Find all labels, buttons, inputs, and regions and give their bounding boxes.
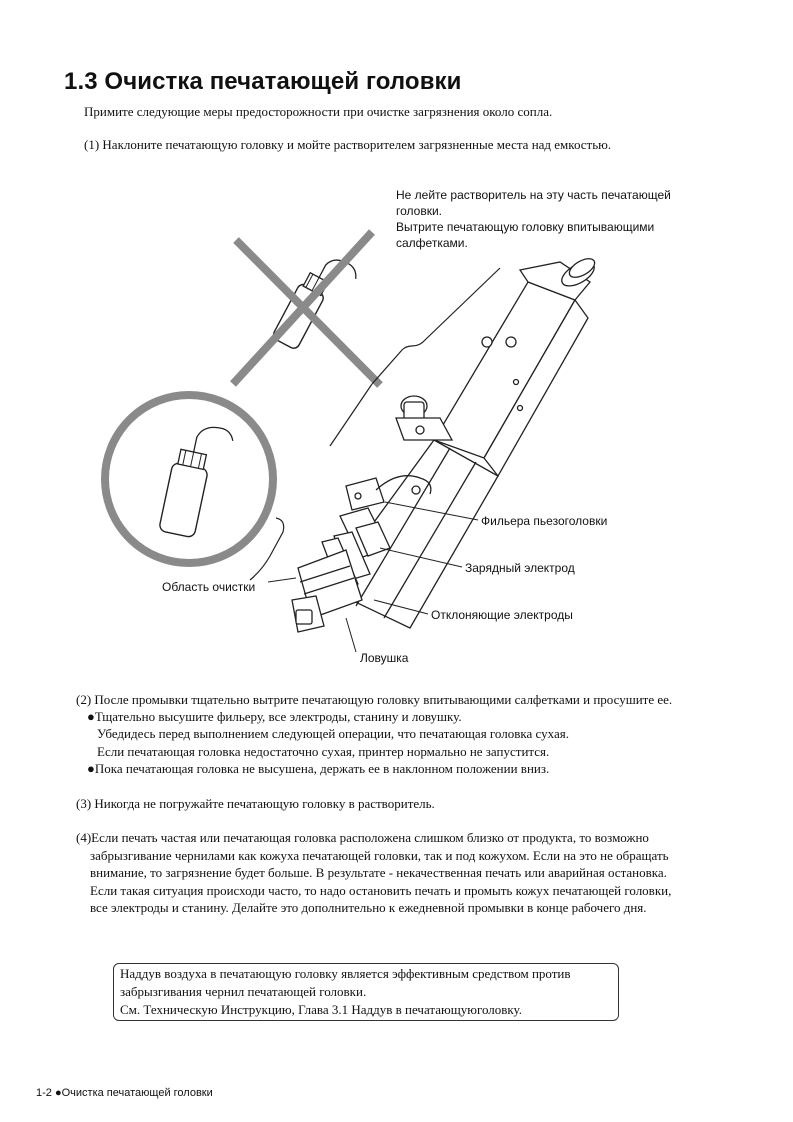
label-deflection-electrodes: Отклоняющие электроды (431, 608, 573, 622)
label-gutter: Ловушка (360, 651, 409, 665)
warning-line-1: Не лейте растворитель на эту часть печатающей (396, 188, 671, 202)
page-title: 1.3 Очистка печатающей головки (64, 68, 462, 95)
step-4-line-4: Если такая ситуация происходи часто, то надо остановить печать и промыть кожух печатающей головки, (90, 883, 672, 898)
label-charge-electrode: Зарядный электрод (465, 561, 575, 575)
step-3: (3) Никогда не погружайте печатающую головку в растворитель. (76, 796, 435, 811)
note-line-3: См. Техническую Инструкцию, Глава 3.1 Наддув в печатающуюголовку. (120, 1002, 522, 1017)
step-2: (2) После промывки тщательно вытрите печатающую головку впитывающими салфетками и просушите ее. (76, 692, 673, 707)
page-footer: 1-2 ●Очистка печатающей головки (36, 1087, 213, 1099)
warning-line-4: салфетками. (396, 236, 468, 250)
step-1: (1) Наклоните печатающую головку и мойте растворителем загрязненные места над емкостью. (84, 137, 612, 152)
step-2-line-2: Убедидесь перед выполнением следующей операции, что печатающая головка сухая. (97, 726, 569, 741)
note-line-1: Наддув воздуха в печатающую головку является эффективным средством против (120, 966, 571, 981)
step-2-bullet-1: ●Тщательно высушите фильеру, все электроды, станину и ловушку. (87, 709, 462, 724)
step-4-line-3: внимание, то загрязнение будет больше. В результате - некачественная печать или аварийная остановка. (90, 865, 667, 880)
step-4-line-2: забрызгивание чернилами как кожуха печатающей головки, так и под кожухом. Если на это не обращать (90, 848, 669, 863)
step-4-line-5: все электроды и станину. Делайте это дополнительно к ежедневной промывки в конце рабочего дня. (90, 900, 647, 915)
step-4-line-1: (4)Если печать частая или печатающая головка расположена слишком близко от продукта, то возможно (76, 830, 649, 845)
step-2-bullet-2: ●Пока печатающая головка не высушена, держать ее в наклонном положении вниз. (87, 761, 550, 776)
warning-line-2: головки. (396, 204, 442, 218)
cross-icon (233, 232, 380, 385)
label-nozzle: Фильера пьезоголовки (481, 514, 608, 528)
warning-line-3: Вытрите печатающую головку впитывающими (396, 220, 655, 234)
step-2-line-3: Если печатающая головка недостаточно сухая, принтер нормально не запустится. (97, 744, 550, 759)
label-cleaning-area: Область очистки (162, 580, 256, 594)
note-box (113, 963, 619, 1021)
intro-text: Примите следующие меры предосторожности при очистке загрязнения около сопла. (84, 104, 553, 119)
note-line-2: забрызгивания чернил печатающей головки. (120, 984, 367, 999)
approved-bottle (159, 420, 235, 542)
